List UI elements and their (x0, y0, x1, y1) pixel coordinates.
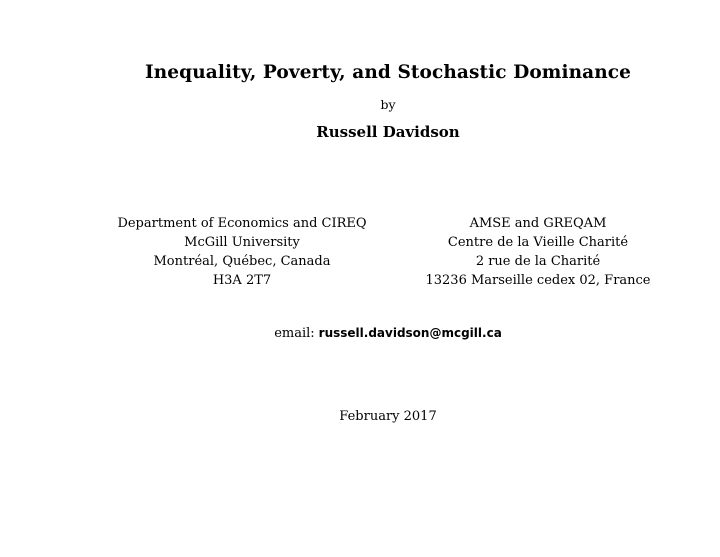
email-label: email: (274, 326, 315, 341)
author-name: Russell Davidson (316, 123, 460, 141)
affiliation-right (403, 214, 673, 290)
affiliation-left (92, 214, 392, 290)
email-line (0, 326, 720, 341)
by-label: by (380, 97, 396, 112)
paper-date: February 2017 (339, 409, 437, 424)
affiliation-left-line: McGill University (184, 235, 300, 250)
email-address[interactable]: russell.davidson@mcgill.ca (318, 326, 502, 340)
affiliation-right-line: 2 rue de la Charité (475, 254, 601, 269)
affiliation-left-line: H3A 2T7 (212, 273, 272, 288)
affiliation-left-line: Department of Economics and CIREQ (117, 216, 367, 231)
affiliation-right-line: AMSE and GREQAM (469, 216, 607, 231)
affiliation-right-line: 13236 Marseille cedex 02, France (425, 273, 651, 288)
affiliation-right-line: Centre de la Vieille Charité (447, 235, 629, 250)
affiliation-left-line: Montréal, Québec, Canada (153, 254, 331, 269)
paper-title: Inequality, Poverty, and Stochastic Dominance (145, 62, 631, 83)
